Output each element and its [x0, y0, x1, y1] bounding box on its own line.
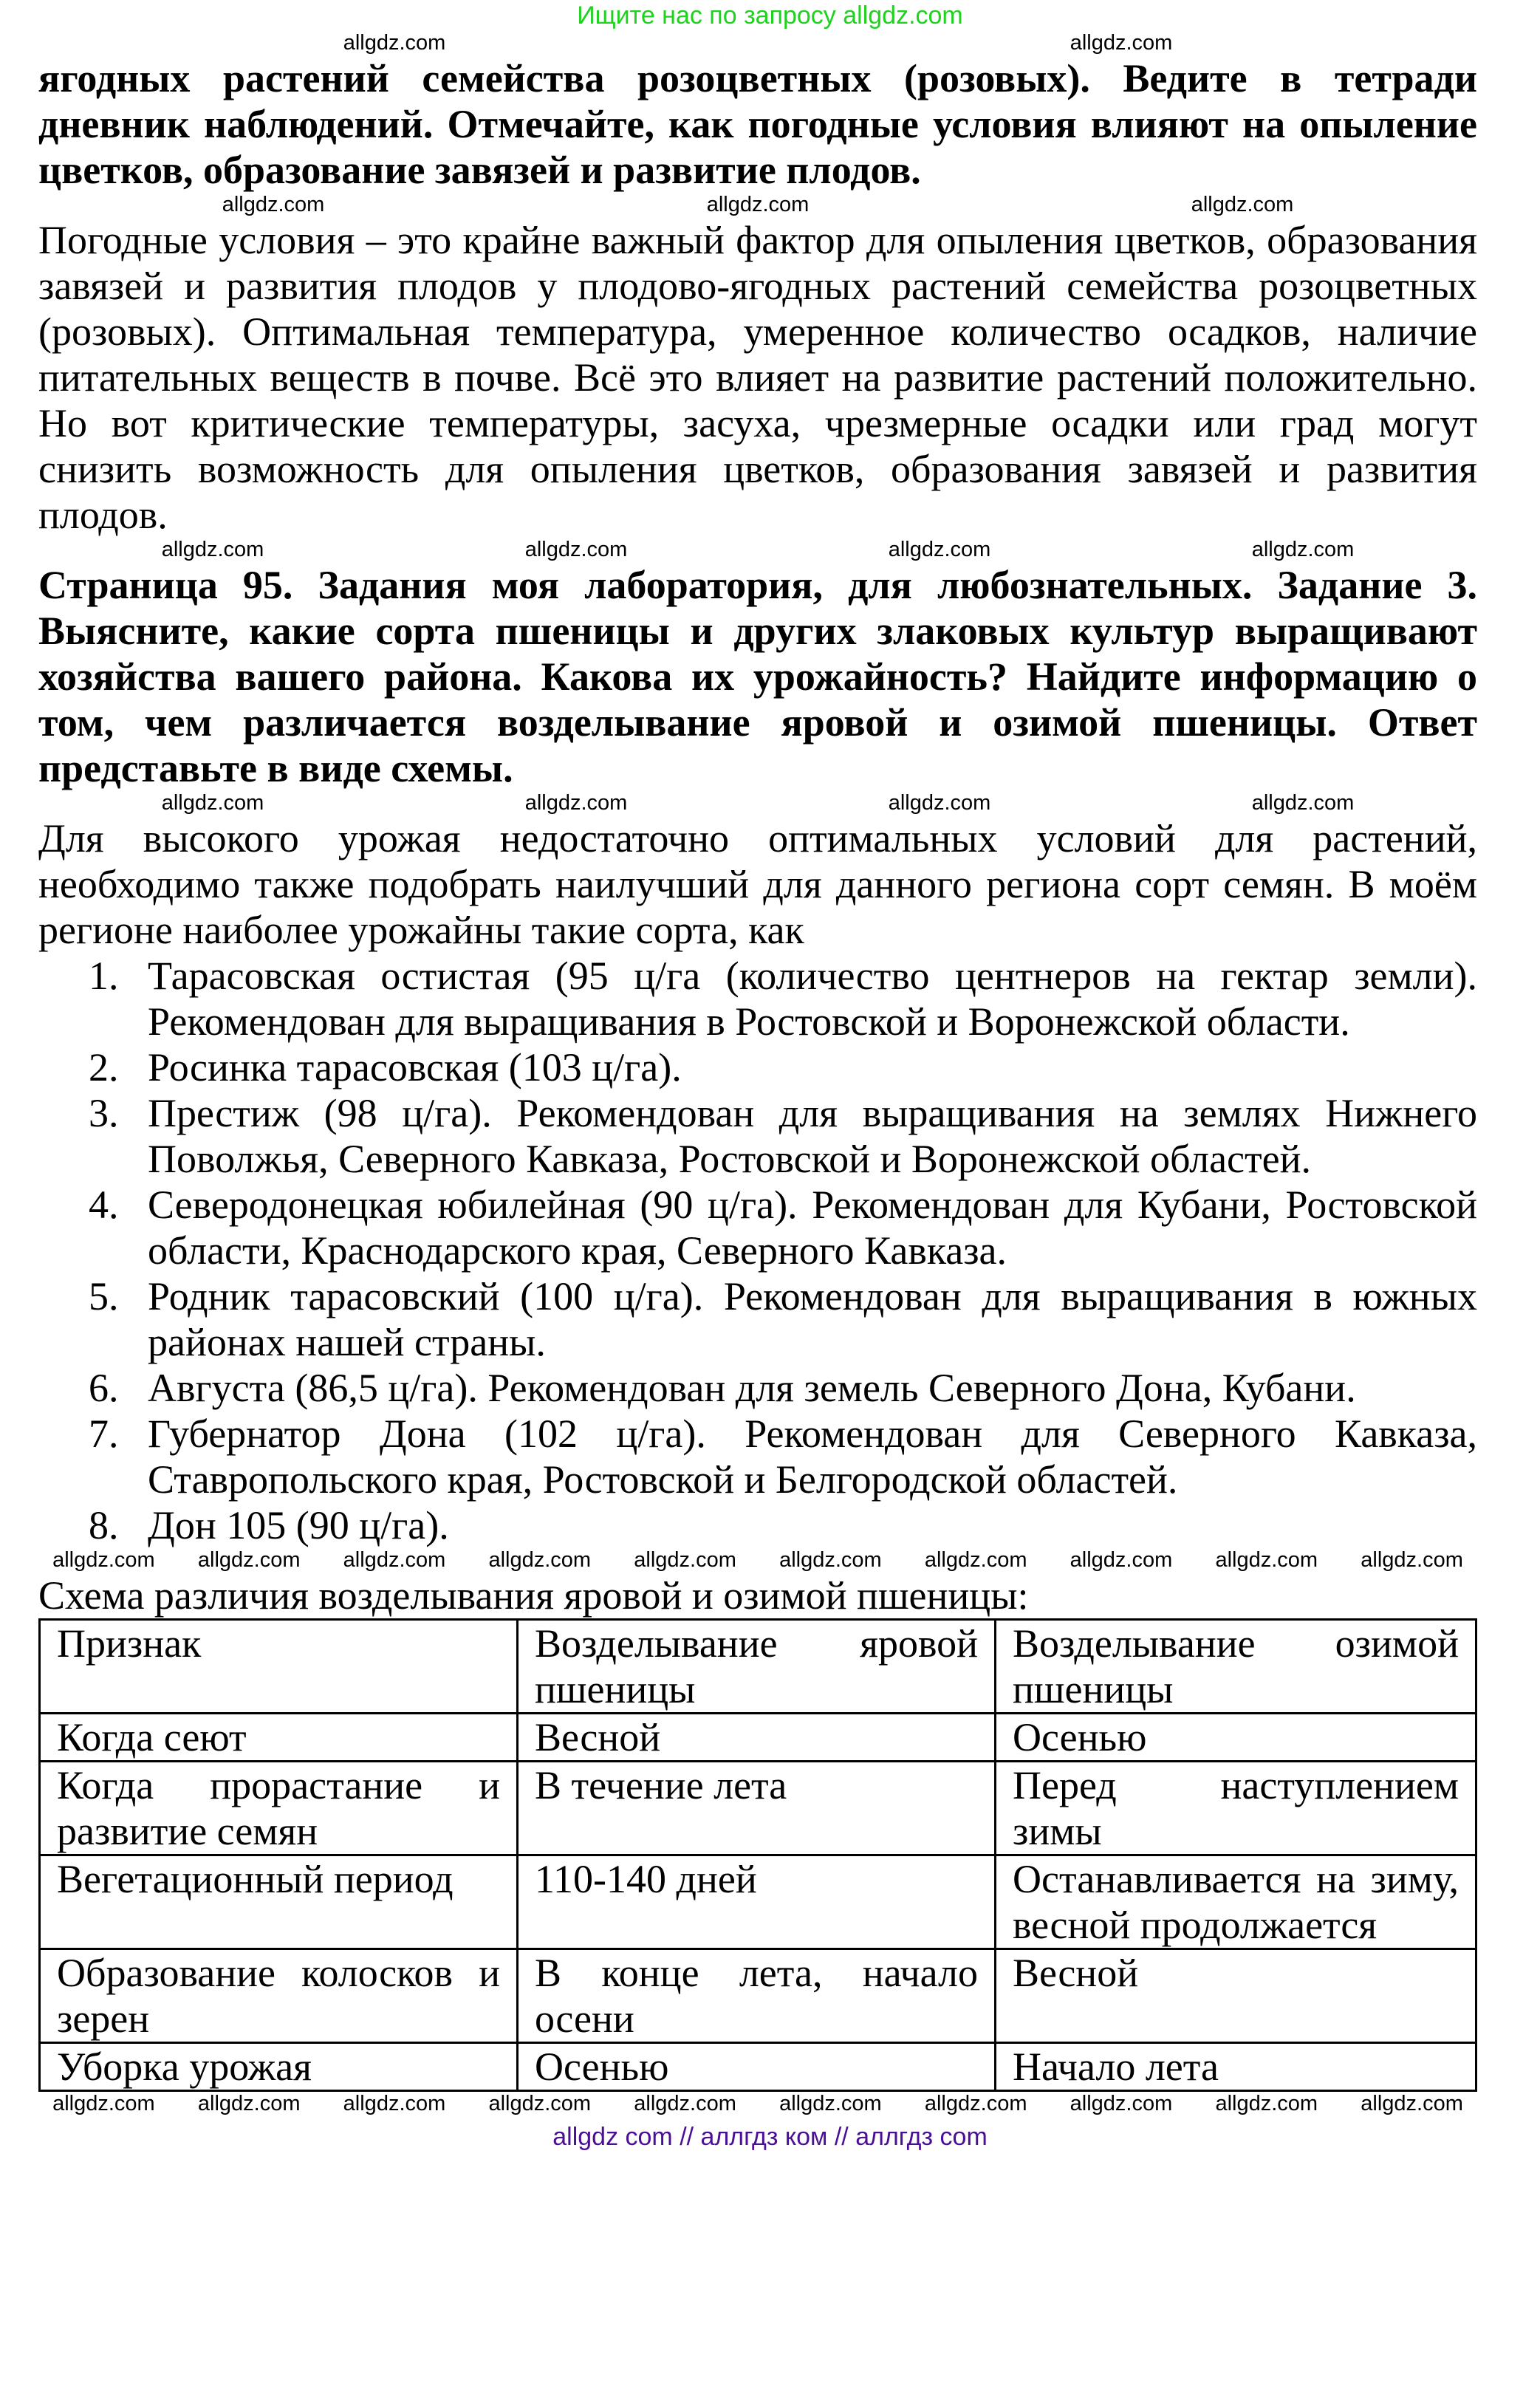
table-row — [40, 1855, 1476, 1949]
site-banner: Ищите нас по запросу allgdz.com — [577, 1, 963, 30]
watermark: allgdz.com — [779, 1548, 882, 1572]
list-item — [38, 1273, 1477, 1365]
watermark: allgdz.com — [924, 1548, 1027, 1572]
list-number: 3. — [89, 1091, 119, 1135]
list-text: Росинка тарасовская (103 ц/га). — [148, 1045, 682, 1089]
table-cell: Когда сеют — [40, 1714, 518, 1762]
watermark-row — [38, 791, 1477, 815]
watermark: allgdz.com — [197, 2092, 301, 2115]
site-footer: allgdz com // аллгдз ком // аллгдз com — [552, 2123, 988, 2151]
list-text: Родник тарасовский (100 ц/га). Рекомендован для выращивания в южных районах нашей страны. — [148, 1274, 1477, 1364]
table-header: Возделывание яровой пшеницы — [518, 1620, 996, 1714]
table-cell: Начало лета — [996, 2043, 1476, 2091]
watermark: allgdz.com — [1215, 1548, 1318, 1572]
table-cell: Перед наступлением зимы — [996, 1762, 1476, 1855]
watermark: allgdz.com — [1215, 2092, 1318, 2115]
watermark: allgdz.com — [197, 1548, 301, 1572]
table-cell: Осенью — [518, 2043, 996, 2091]
watermark: allgdz.com — [634, 2092, 736, 2115]
watermark: allgdz.com — [52, 2092, 155, 2115]
watermark: allgdz.com — [706, 193, 810, 216]
watermark: allgdz.com — [488, 1548, 592, 1572]
table-cell: Вегетационный период — [40, 1855, 518, 1949]
watermark: allgdz.com — [888, 538, 991, 561]
watermark-row — [38, 193, 1477, 217]
task-text: ягодных растений семейства розоцветных (розовых). Ведите в тетради дневник наблюдений. Отмечайте, как погодные условия влияют на опыление цветков, образование завязей и развитие плодов. — [38, 56, 1477, 192]
table-cell: Весной — [996, 1949, 1476, 2043]
scheme-title: Схема различия возделывания яровой и озимой пшеницы: — [38, 1573, 1029, 1618]
table-cell: 110-140 дней — [518, 1855, 996, 1949]
table-row — [40, 1714, 1476, 1762]
table-row — [40, 2043, 1476, 2091]
list-number: 4. — [89, 1183, 119, 1227]
list-item — [38, 1044, 1477, 1090]
list-number: 6. — [89, 1366, 119, 1410]
table-cell: В течение лета — [518, 1762, 996, 1855]
list-item — [38, 1365, 1477, 1411]
list-text: Губернатор Дона (102 ц/га). Рекомендован для Северного Кавказа, Ставропольского края, Ростовской и Белгородской областей. — [148, 1412, 1477, 1502]
watermark: allgdz.com — [924, 2092, 1027, 2115]
list-item — [38, 1411, 1477, 1502]
table-cell: Осенью — [996, 1714, 1476, 1762]
table-header-row — [40, 1620, 1476, 1714]
table-cell: Образование колосков и зерен — [40, 1949, 518, 2043]
watermark-row — [38, 1548, 1477, 1573]
table-cell: В конце лета, начало осени — [518, 1949, 996, 2043]
table-header: Возделывание озимой пшеницы — [996, 1620, 1476, 1714]
watermark-row — [38, 538, 1477, 562]
watermark: allgdz.com — [634, 1548, 736, 1572]
watermark: allgdz.com — [1361, 2092, 1463, 2115]
task-heading: Страница 95. Задания моя лаборатория, для любознательных. Задание 3. Выясните, какие сорта пшеницы и других злаковых культур выращивают хозяйства вашего района. Какова их урожайность? Найдите информацию о том, чем различается возделывание яровой и озимой пшеницы. Ответ представьте в виде схемы. — [38, 563, 1477, 790]
watermark: allgdz.com — [52, 1548, 155, 1572]
watermark: allgdz.com — [222, 193, 325, 216]
comparison-table — [38, 1618, 1477, 2092]
watermark: allgdz.com — [1070, 31, 1173, 55]
table-row — [40, 1949, 1476, 2043]
watermark: allgdz.com — [524, 538, 628, 561]
watermark: allgdz.com — [1251, 791, 1355, 815]
watermark: allgdz.com — [161, 538, 264, 561]
watermark: allgdz.com — [343, 31, 446, 55]
list-number: 5. — [89, 1274, 119, 1318]
watermark: allgdz.com — [888, 791, 991, 815]
watermark: allgdz.com — [524, 791, 628, 815]
watermark: allgdz.com — [779, 2092, 882, 2115]
watermark-row — [38, 2092, 1477, 2116]
table-cell: Когда прорастание и развитие семян — [40, 1762, 518, 1855]
wheat-varieties-list — [38, 953, 1477, 1548]
list-text: Северодонецкая юбилейная (90 ц/га). Рекомендован для Кубани, Ростовской области, Краснодарского края, Северного Кавказа. — [148, 1183, 1477, 1273]
list-item — [38, 953, 1477, 1044]
watermark: allgdz.com — [161, 791, 264, 815]
table-row — [40, 1762, 1476, 1855]
answer-paragraph: Погодные условия – это крайне важный фактор для опыления цветков, образования завязей и развития плодов у плодово-ягодных растений семейства розоцветных (розовых). Оптимальная температура, умеренное количество осадков, наличие питательных веществ в почве. Всё это влияет на развитие растений положительно. Но вот критические температуры, засуха, чрезмерные осадки или град могут снизить возможность для опыления цветков, образования завязей и развития плодов. — [38, 218, 1477, 537]
list-number: 7. — [89, 1412, 119, 1456]
list-text: Тарасовская остистая (95 ц/га (количество центнеров на гектар земли). Рекомендован для выращивания в Ростовской и Воронежской области. — [148, 954, 1477, 1044]
list-number: 2. — [89, 1045, 119, 1089]
watermark: allgdz.com — [1070, 1548, 1173, 1572]
list-item — [38, 1502, 1477, 1548]
watermark: allgdz.com — [488, 2092, 592, 2115]
watermark-row — [38, 31, 1477, 55]
list-number: 1. — [89, 954, 119, 998]
table-header: Признак — [40, 1620, 518, 1714]
watermark: allgdz.com — [343, 2092, 446, 2115]
list-text: Августа (86,5 ц/га). Рекомендован для земель Северного Дона, Кубани. — [148, 1366, 1356, 1410]
list-item — [38, 1182, 1477, 1273]
table-cell: Уборка урожая — [40, 2043, 518, 2091]
list-text: Престиж (98 ц/га). Рекомендован для выращивания на землях Нижнего Поволжья, Северного Кавказа, Ростовской и Воронежской областей. — [148, 1091, 1477, 1181]
watermark: allgdz.com — [343, 1548, 446, 1572]
watermark: allgdz.com — [1251, 538, 1355, 561]
list-number: 8. — [89, 1503, 119, 1547]
watermark: allgdz.com — [1070, 2092, 1173, 2115]
list-item — [38, 1090, 1477, 1182]
table-cell: Весной — [518, 1714, 996, 1762]
answer-paragraph-2: Для высокого урожая недостаточно оптимальных условий для растений, необходимо также подобрать наилучший для данного региона сорт семян. В моём регионе наиболее урожайны такие сорта, как — [38, 816, 1477, 952]
table-cell: Останавливается на зиму, весной продолжается — [996, 1855, 1476, 1949]
watermark: allgdz.com — [1361, 1548, 1463, 1572]
watermark: allgdz.com — [1191, 193, 1294, 216]
document-page — [38, 0, 1477, 2153]
list-text: Дон 105 (90 ц/га). — [148, 1503, 449, 1547]
